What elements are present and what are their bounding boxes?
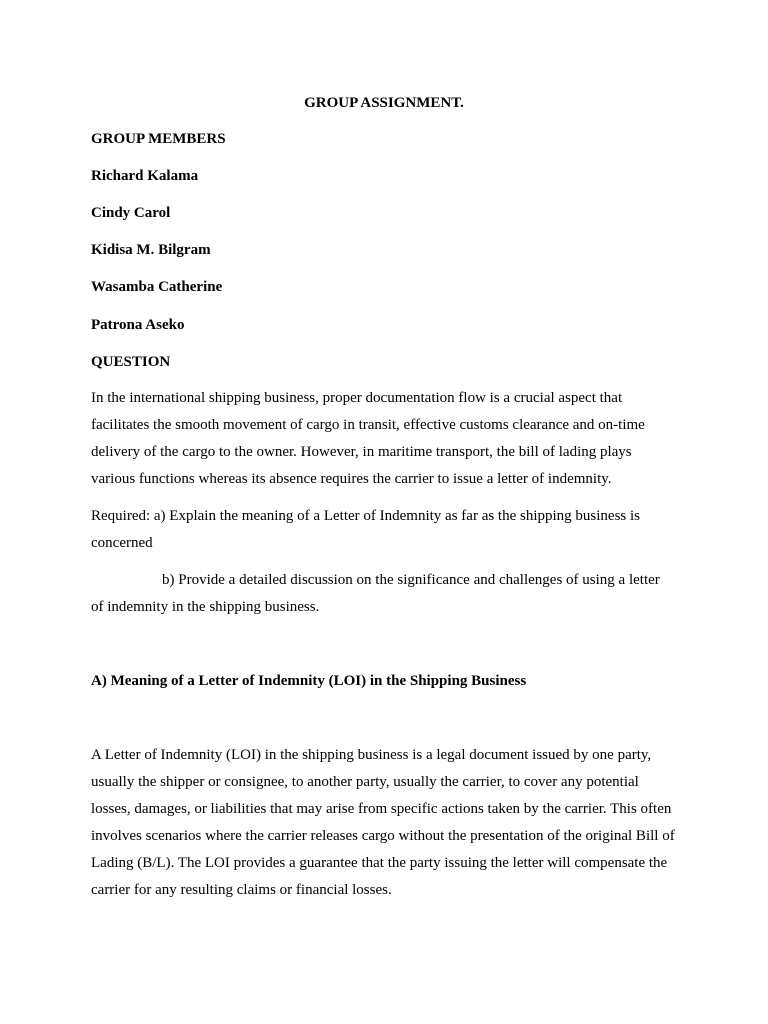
section-a-heading: A) Meaning of a Letter of Indemnity (LOI) in the Shipping Business <box>91 673 527 689</box>
section-a-paragraph <box>91 742 691 904</box>
paragraph-line: delivery of the cargo to the owner. However, in maritime transport, the bill of lading plays <box>91 444 632 460</box>
member-name: Wasamba Catherine <box>91 279 223 295</box>
paragraph-line: facilitates the smooth movement of cargo in transit, effective customs clearance and on-time <box>91 417 645 433</box>
paragraph-line: losses, damages, or liabilities that may arise from specific actions taken by the carrier. This often <box>91 801 672 817</box>
paragraph-line: b) Provide a detailed discussion on the significance and challenges of using a letter <box>162 572 660 588</box>
paragraph-line: involves scenarios where the carrier releases cargo without the presentation of the original Bill of <box>91 828 675 844</box>
question-heading: QUESTION <box>91 354 171 370</box>
members-heading: GROUP MEMBERS <box>91 131 226 147</box>
paragraph-line: A Letter of Indemnity (LOI) in the shipping business is a legal document issued by one party, <box>91 747 652 763</box>
member-name: Cindy Carol <box>91 205 171 221</box>
member-name: Patrona Aseko <box>91 317 185 333</box>
paragraph-line: carrier for any resulting claims or financial losses. <box>91 882 392 898</box>
paragraph-line: of indemnity in the shipping business. <box>91 599 320 615</box>
paragraph-line: In the international shipping business, proper documentation flow is a crucial aspect that <box>91 390 623 406</box>
required-b-paragraph <box>91 567 691 621</box>
paragraph-line: Required: a) Explain the meaning of a Letter of Indemnity as far as the shipping business is <box>91 508 641 524</box>
required-a-paragraph <box>91 503 691 557</box>
paragraph-line: usually the shipper or consignee, to another party, usually the carrier, to cover any potential <box>91 774 639 790</box>
document-title: GROUP ASSIGNMENT. <box>304 95 464 111</box>
intro-paragraph <box>91 385 691 493</box>
paragraph-line: concerned <box>91 535 153 551</box>
paragraph-line: Lading (B/L). The LOI provides a guarantee that the party issuing the letter will compensate the <box>91 855 668 871</box>
paragraph-line: various functions whereas its absence requires the carrier to issue a letter of indemnity. <box>91 471 612 487</box>
member-name: Richard Kalama <box>91 168 199 184</box>
member-name: Kidisa M. Bilgram <box>91 242 211 258</box>
